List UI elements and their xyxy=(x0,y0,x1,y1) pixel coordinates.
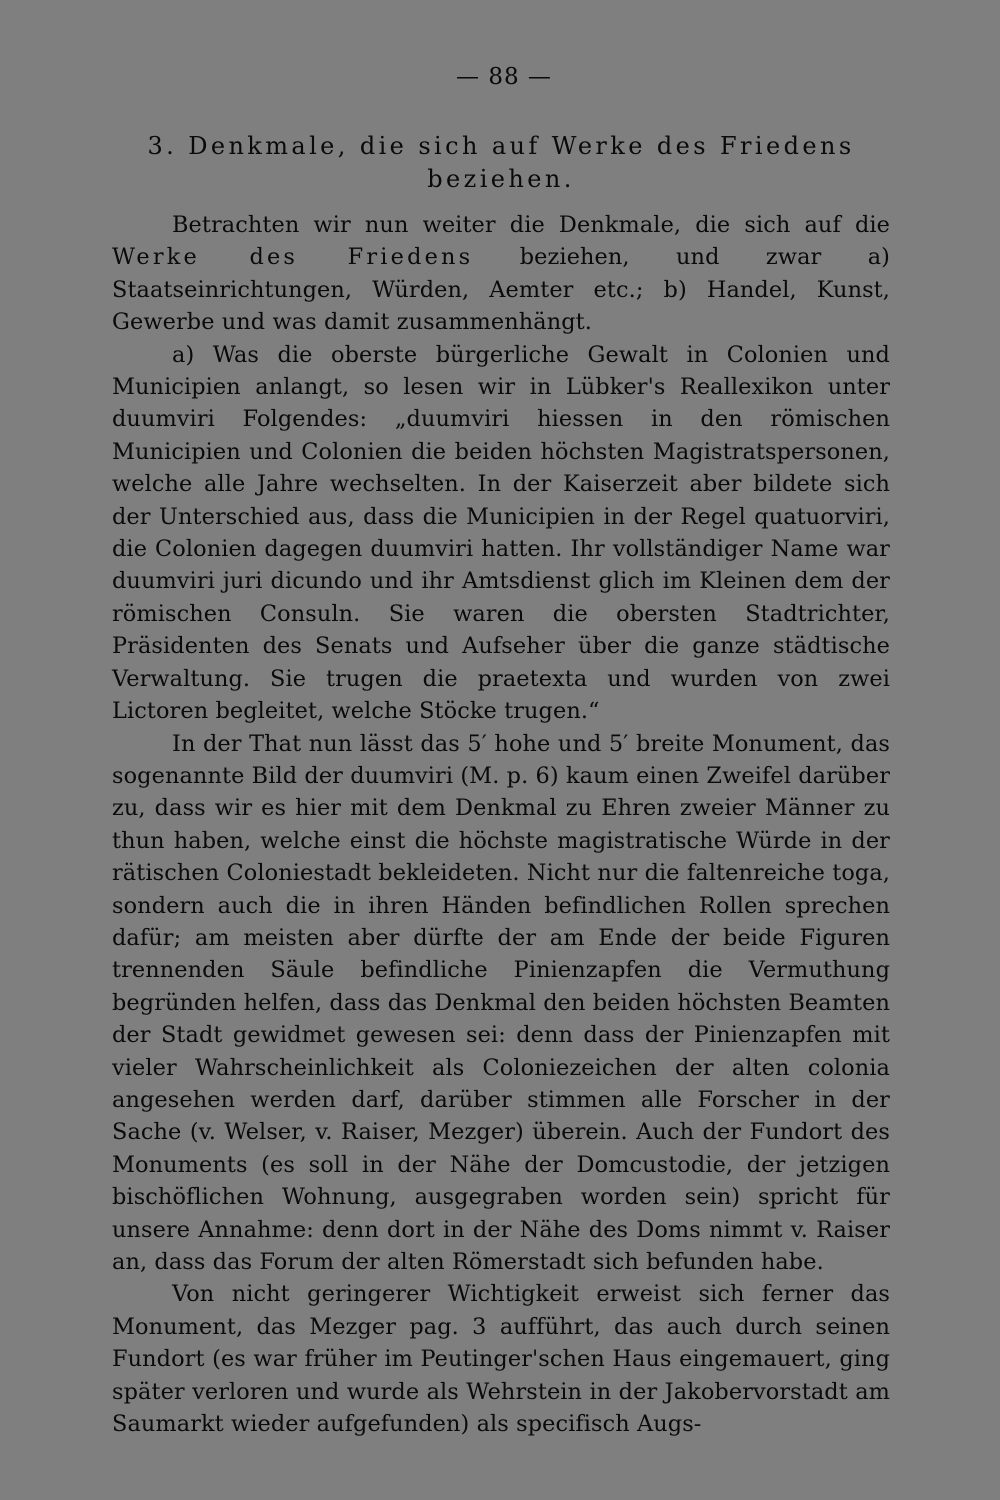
paragraph-introduction-end: beziehen, und zwar a) Staatseinrichtungen, Würden, Aemter etc.; b) Handel, Kunst, Gewerbe und was damit zusammenhängt. xyxy=(112,244,890,336)
paragraph-duumviri-definition: a) Was die oberste bürgerliche Gewalt in Colonien und Municipien anlangt, so lesen wir in Lübker's Reallexikon unter duumviri Folgendes: „duumviri hiessen in den römischen Municipien und Colonien die beiden höchsten Magistratspersonen, welche alle Jahre wechselten. In der Kaiserzeit aber bildete sich der Unterschied aus, dass die Municipien in der Regel quatuorviri, die Colonien dagegen duumviri hatten. Ihr vollständiger Name war duumviri juri dicundo und ihr Amtsdienst glich im Kleinen dem der römischen Consuln. Sie waren die obersten Stadtrichter, Präsidenten des Senats und Aufseher über die ganze städtische Verwaltung. Sie trugen die praetexta und wurden von zwei Lictoren begleitet, welche Stöcke trugen.“ xyxy=(112,341,890,725)
section-heading-line-1: 3. Denkmale, die sich auf Werke des Friedens xyxy=(147,132,855,160)
section-heading xyxy=(112,130,890,196)
paragraph-introduction-start: Betrachten wir nun weiter die Denkmale, die sich auf die xyxy=(172,212,890,238)
body-text xyxy=(112,209,890,1440)
paragraph-duumviri-monument: In der That nun lässt das 5′ hohe und 5′ breite Monument, das sogenannte Bild der duumviri (M. p. 6) kaum einen Zweifel darüber zu, dass wir es hier mit dem Denkmal zu Ehren zweier Männer zu thun haben, welche einst die höchste magistratische Würde in der rätischen Coloniestadt bekleideten. Nicht nur die faltenreiche toga, sondern auch die in ihren Händen befindlichen Rollen sprechen dafür; am meisten aber dürfte der am Ende der beide Figuren trennenden Säule befindliche Pinienzapfen die Vermuthung begründen helfen, dass das Denkmal den beiden höchsten Beamten der Stadt gewidmet gewesen sei: denn dass der Pinienzapfen mit vieler Wahrscheinlichkeit als Coloniezeichen der alten colonia angesehen werden darf, darüber stimmen alle Forscher in der Sache (v. Welser, v. Raiser, Mezger) überein. Auch der Fundort des Monuments (es soll in der Nähe der Domcustodie, der jetzigen bischöflichen Wohnung, ausgegraben worden sein) spricht für unsere Annahme: denn dort in der Nähe des Doms nimmt v. Raiser an, dass das Forum der alten Römerstadt sich befunden habe. xyxy=(112,730,891,1275)
paragraph-introduction xyxy=(112,209,890,339)
section-heading-line-2: beziehen. xyxy=(427,165,575,193)
paragraph-mezger-monument: Von nicht geringerer Wichtigkeit erweist sich ferner das Monument, das Mezger pag. 3 aufführt, das auch durch seinen Fundort (es war früher im Peutinger'schen Haus eingemauert, ging später verloren und wurde als Wehrstein in der Jakobervorstadt am Saumarkt wieder aufgefunden) als specifisch Augs- xyxy=(112,1281,890,1438)
spaced-emphasis: Werke des Friedens xyxy=(112,244,474,271)
book-page xyxy=(112,60,890,1440)
page-number: — 88 — xyxy=(456,64,552,90)
